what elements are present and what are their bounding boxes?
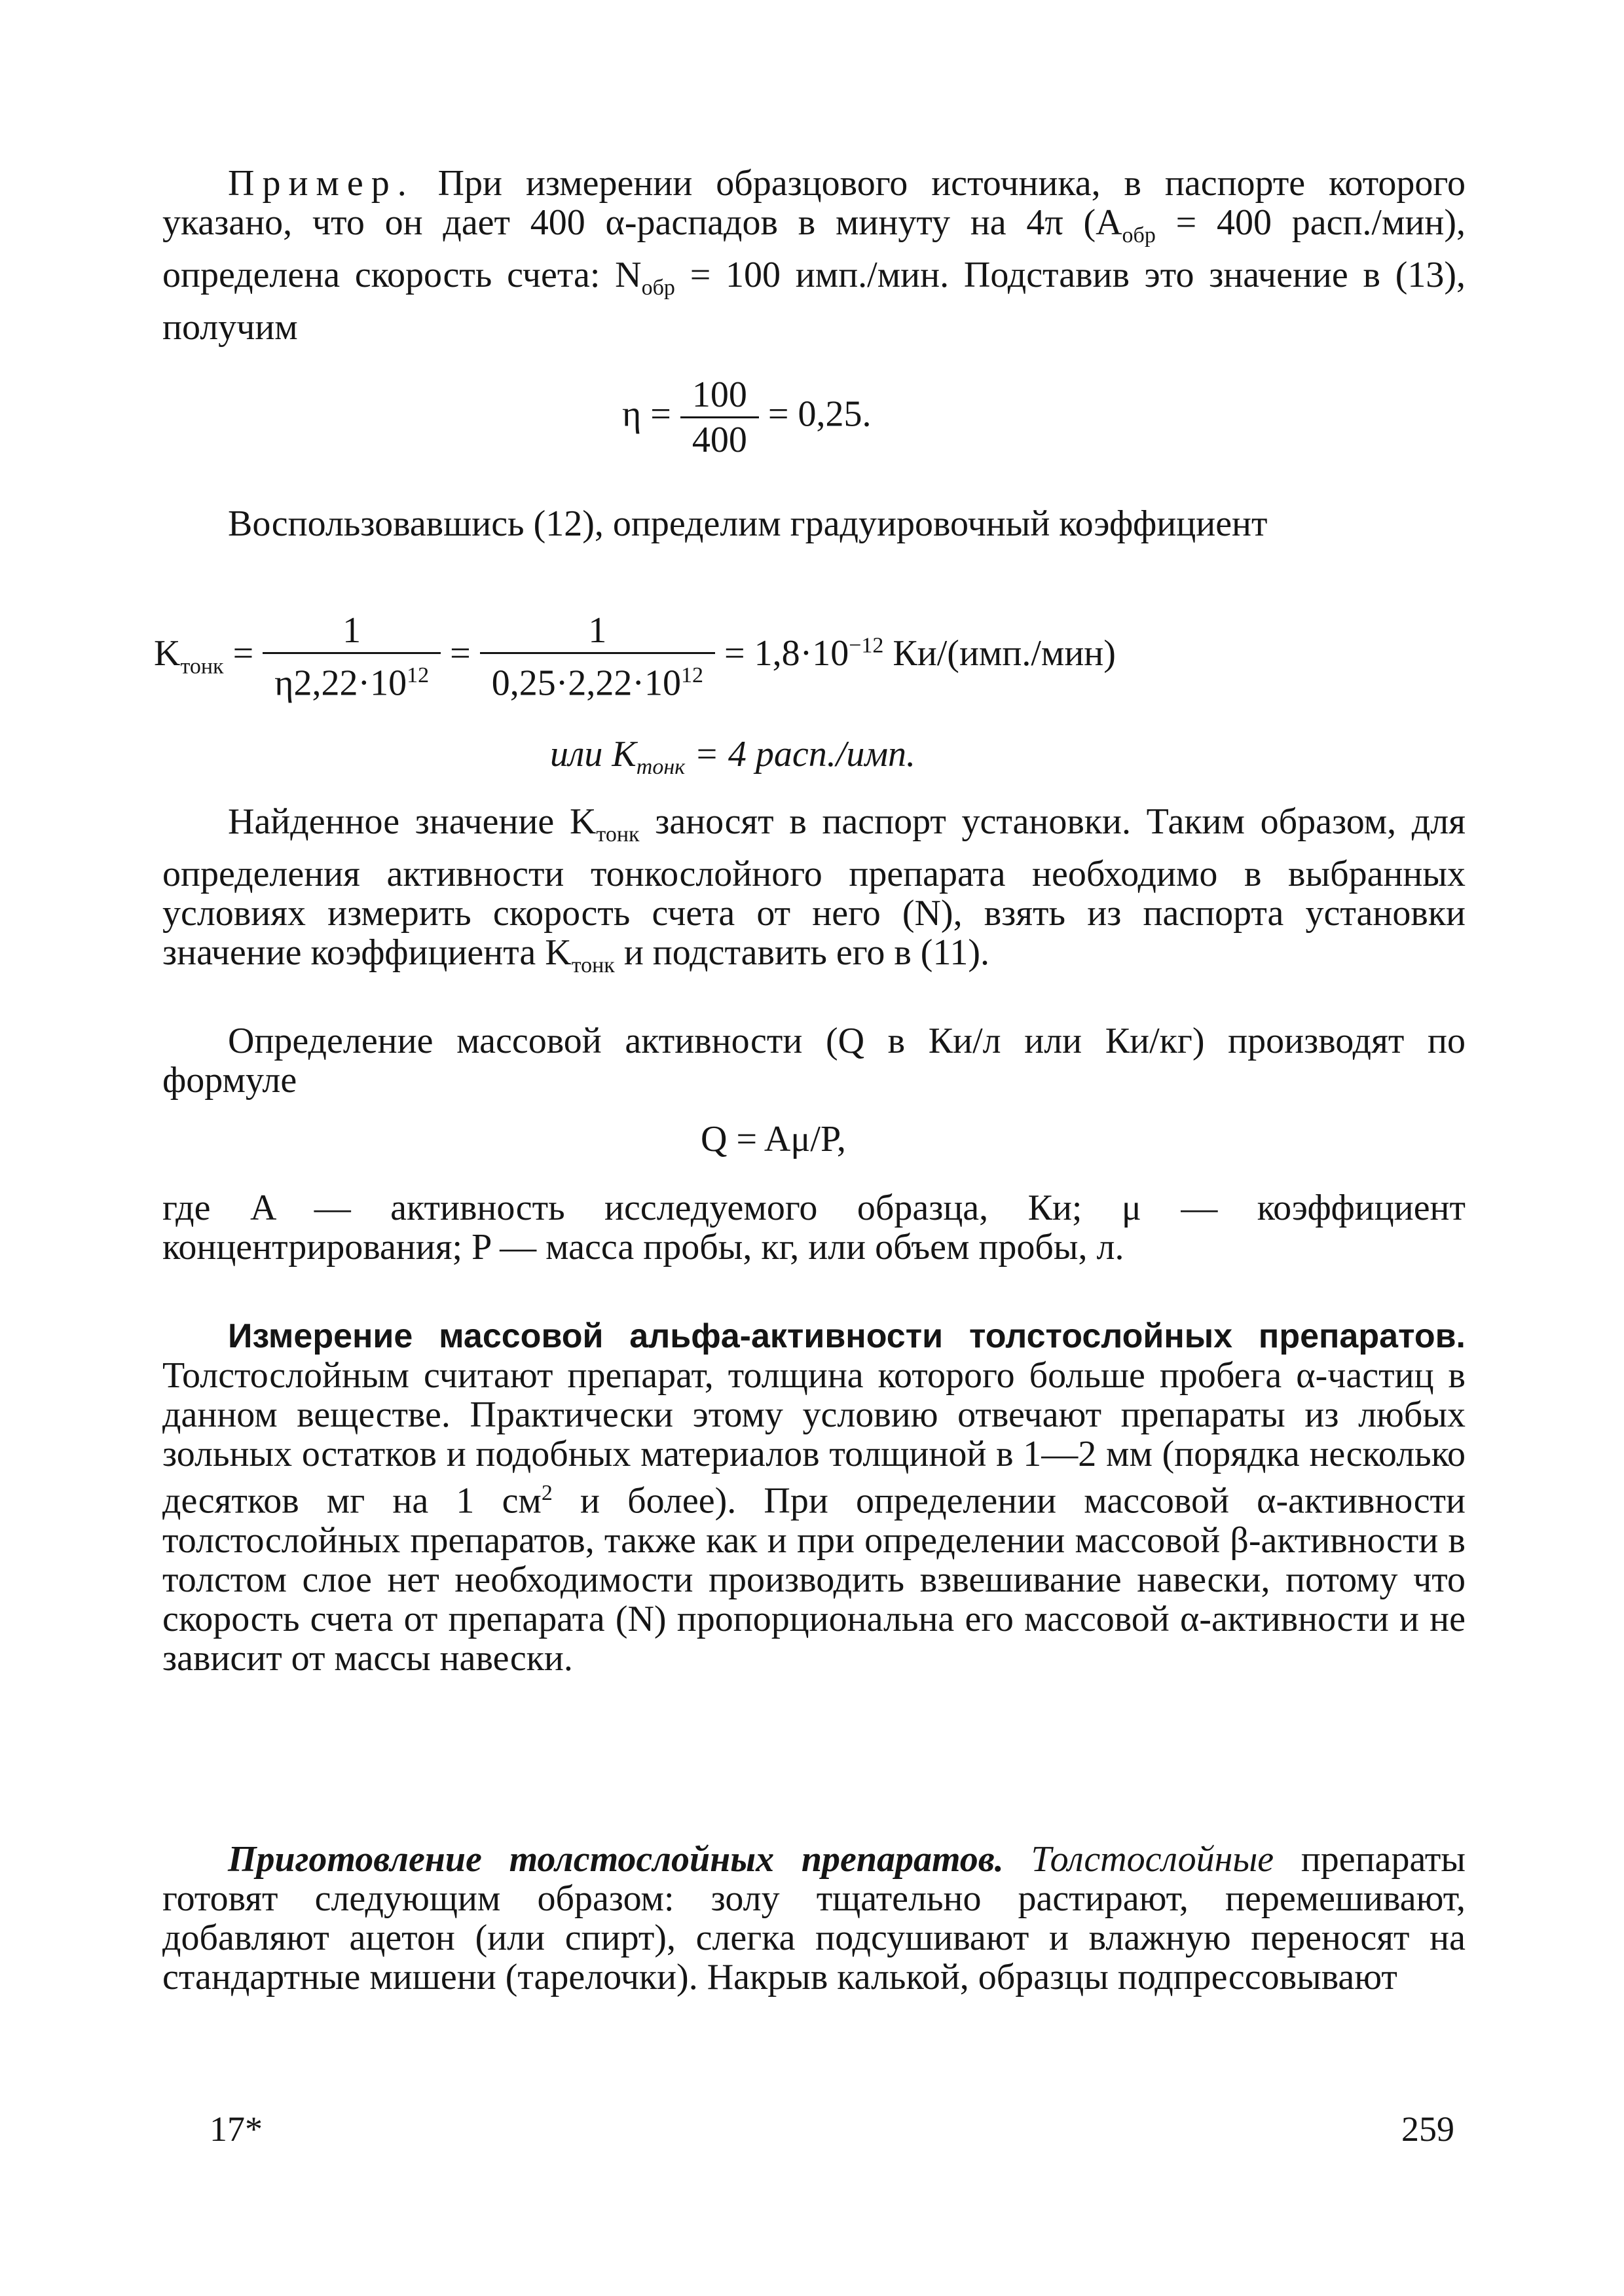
where-paragraph: где A — активность исследуемого образца, Ки; μ — коэффициент концентрирования; P — масса пробы, кг, или объем пробы, л.: [162, 1188, 1466, 1267]
k-numerator-2: 1: [480, 609, 715, 654]
example-text-3: = 100 имп./мин. Подставив это значение в (13), получим: [162, 255, 1466, 348]
signature-mark: 17*: [210, 2109, 263, 2149]
preparation-heading: Приготовление толстослойных препаратов.: [228, 1839, 1004, 1880]
mass-activity-paragraph: Определение массовой активности (Q в Ки/л или Ки/кг) производят по формуле: [162, 1021, 1466, 1101]
preparation-section: Приготовление толстослойных препаратов. Толстослойные препараты готовят следующим образом: золу тщательно растирают, перемешивают, добавляют ацетон (или спирт), слегка подсушивают и влажную переносят на стандартные мишени (тарелочки). Накрыв калькой, образцы подпрессовывают: [162, 1839, 1466, 1997]
eta-numerator: 100: [680, 373, 759, 418]
eta-denominator: 400: [692, 420, 747, 460]
example-label: Пример.: [228, 163, 415, 204]
k-eq1: =: [232, 633, 254, 674]
eta-lhs: η =: [622, 393, 671, 435]
subscript-obr-2: обр: [641, 276, 675, 301]
k-result: = $1,8\cdot 10^{-12}$ Ки/(имп./мин): [724, 633, 1116, 674]
eta-formula: [622, 373, 871, 462]
subscript-obr: обр: [1122, 223, 1156, 248]
thick-layer-heading: Измерение массовой альфа-активности толстослойных препаратов.: [228, 1317, 1466, 1355]
k-numerator-1: 1: [263, 609, 441, 654]
k-fraction-1: [263, 609, 441, 705]
k-formula: [154, 609, 1116, 705]
k-denominator-1: $\eta 2,22\cdot 10^{12}$: [274, 663, 430, 704]
eta-rhs: = 0,25.: [767, 393, 872, 435]
k-denominator-2: $0,25\cdot 2,22\cdot 10^{12}$: [491, 663, 703, 704]
calibration-intro: Воспользовавшись (12), определим градуировочный коэффициент: [228, 503, 1268, 544]
thick-layer-section: Измерение массовой альфа-активности толстослойных препаратов. Толстослойным считают препарат, толщина которого больше пробега α-частиц в данном веществе. Практически этому условию отвечают препараты из любых зольных остатков и подобных материалов толщиной в 1—2 мм (порядка несколько десятков мг на 1 $см^2$ и более). При определении массовой α-активности толстослойных препаратов, также как и при определении массовой β-активности в толстом слое нет необходимости производить взвешивание навески, потому что скорость счета от препарата (N) пропорциональна его массовой α-активности и не зависит от массы навески.: [162, 1317, 1466, 1679]
k-fraction-2: [480, 609, 715, 705]
example-text-2: = 400 расп./мин), определена скорость счета: N: [162, 202, 1466, 296]
example-paragraph: [162, 164, 1466, 347]
k-symbol: K: [154, 633, 181, 674]
k-subscript: тонк: [180, 654, 224, 679]
k-eq2: =: [450, 633, 471, 674]
k-alternative: или $K_{тонк} = 4$ расп./имп.: [550, 734, 916, 780]
q-formula: Q = Aμ/P,: [701, 1119, 846, 1159]
eta-fraction: [680, 373, 759, 462]
found-value-paragraph: Найденное значение $K_{тонк}$ заносят в паспорт установки. Таким образом, для определения активности тонкослойного препарата необходимо в выбранных условиях измерить скорость счета от него (N), взять из паспорта установки значение коэффициента $K_{тонк}$ и подставить его в (11).: [162, 801, 1466, 978]
example-text: При измерении образцового источника, в паспорте которого указано, что он дает 400 α-распадов в минуту на 4π (A: [162, 163, 1466, 243]
page-number: 259: [1401, 2109, 1454, 2149]
